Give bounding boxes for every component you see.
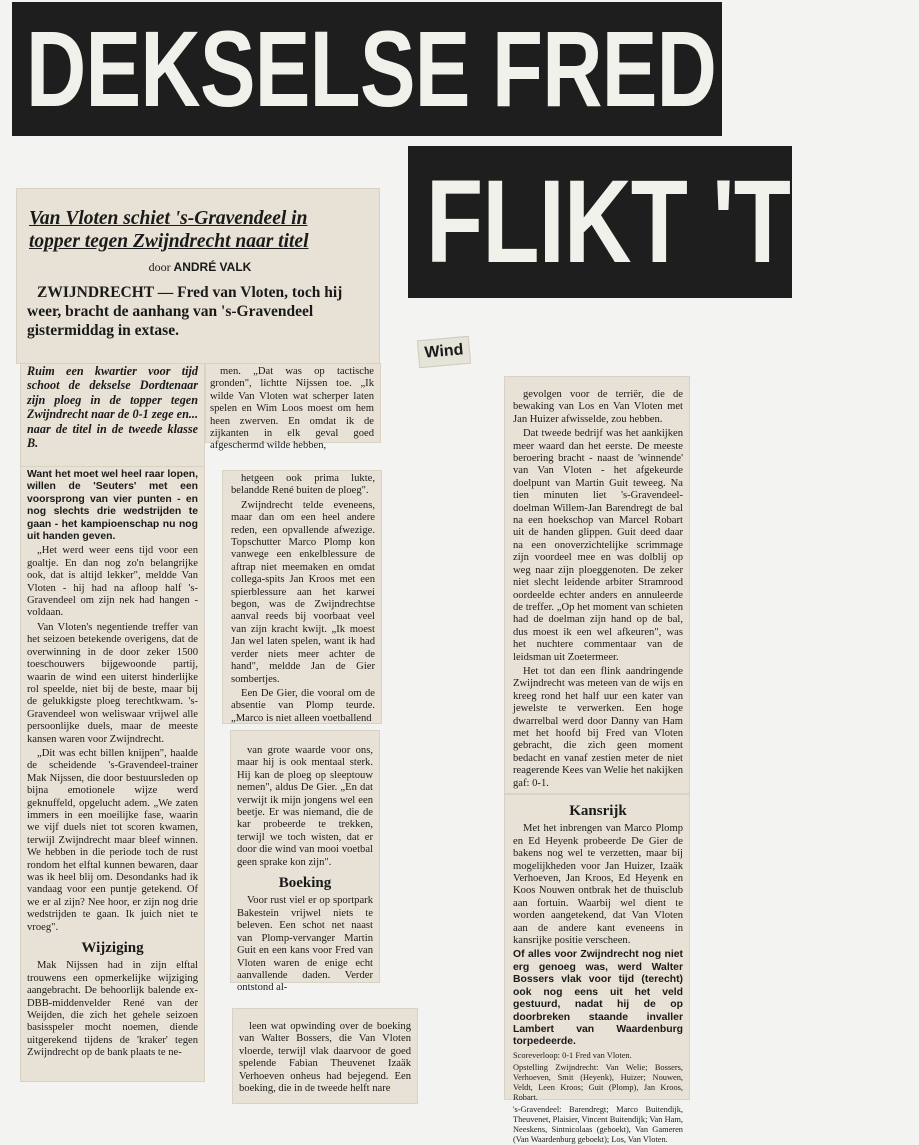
paragraph: Of alles voor Zwijndrecht nog niet erg genoeg was, werd Walter Bossers vlak voor tijd (terecht) ook nog eens uit het veld gestuurd, nadat hij de op doorbreken staande invaller Lambert van Waardenburg torpedeerde. [513,949,683,1048]
byline-author: ANDRÉ VALK [173,260,252,274]
intro-clipping [20,363,205,467]
section-heading-boeking: Boeking [278,875,332,892]
subheadline-line-1: Van Vloten schiet 's-Gravendeel in [29,208,308,229]
headline-flikt: FLIKT 'T [408,146,792,298]
byline [27,261,373,273]
column-middle-clipping-2 [230,730,380,994]
paragraph: Zwijndrecht telde eveneens, maar dan om een heel andere reden, een opvallende afwezige. Topschutter Marco Plomp kon vanwege een enkelblessure de aftrap niet meemaken en omdat collega-spits Jan Kroos met een spierblessure aan het karwei begon, was de Zwijndrechtse aanval reeds bij voorbaat veel van zijn kracht kwijt. „Ik moest Jan wel laten spelen, want ik had verder niets meer achter de hand", meldde Jan de Gier sombertjes. [231,499,375,685]
paragraph: Dat tweede bedrijf was het aankijken meer waard dan het eerste. De meeste beroering bracht - naast de 'winnende' van Van Vloten - het afgekeurde doelpunt van Martin Guit teweeg. Na tien minuten liet 's-Gravendeel-doelman Willem-Jan Barendregt de bal na een hoekschop van Marcel Robart uit de handen glippen. Guit deed daar na een onoverzichtelijke scrimmage zijn voordeel mee en was dolblij op weg naar zijn ploeggenoten. De zeker niet slecht leidende arbiter Stramrood oordeelde echter anders en annuleerde de treffer. „Op het moment van schieten had de doelman zijn hand op de bal, dus moest ik een wel afkeuren", was het nuchtere commentaar van de leidsman uit Zoetermeer. [513,428,683,663]
paragraph: leen wat opwinding over de boeking van Walter Bossers, die Van Vloten vloerde, terwijl vlak daarvoor de goed spelende Fabian Theuvenet Izaäk Verhoeven onheus had bejegend. Een boeking, die in de tweede helft nare [239,1021,411,1095]
column-middle-clipping-3 [232,1008,418,1104]
byline-label: door [148,260,171,274]
paragraph: Met het inbrengen van Marco Plomp en Ed Heyenk probeerde De Gier de bakens nog wel te verzetten, maar bij mogelijkheden voor Jan Huizer, Izaäk Verhoeven, Jan Kroos, Ed Heyenk en Koos Nouwen ontbrak het de thuisclub aan fortuin. Waarbij wel dient te worden aangetekend, dat Van Vloten aan de andere kant eveneens in kansrijke positie verscheen. [513,823,683,947]
paragraph: Voor rust viel er op sportpark Bakestein vrijwel niets te beleven. Een schot net naast van Plomp-vervanger Martin Guit en een kans voor Fred van Vloten waren de enige echt aanvallende daden. Verder ontstond al- [237,895,373,994]
paragraph: Van Vloten's negentiende treffer van het seizoen betekende overigens, dat de overwinning in de door zeker 1500 toeschouwers bijgewoonde partij, waarin de wind een uiterst hinderlijke rol speelde, niet bij de beste, maar bij de gelukkigste ploeg terechtkwam. 's-Gravendeel won weliswaar vrijwel alle persoonlijke duels, maar de meeste kansen waren voor Zwijndrecht. [27,621,198,745]
paragraph: Mak Nijssen had in zijn elftal trouwens een opmerkelijke wijziging aangebracht. De behoorlijk balende ex-DBB-middenvelder René van der Weijden, die zich het gehele seizoen basisspeler mocht noemen, diende uitgerekend tijdens de 'kraker' tegen Zwijndrecht op de bank plaats te ne- [27,960,198,1059]
lineup-zwijndrecht: Opstelling Zwijndrecht: Van Welie; Bossers, Verhoeven, Smit (Heyenk), Huizer; Nouwen, Veldt, Leen Kroos; Guit (Plomp), Jan Kroos, Robart. [513,1062,683,1102]
section-heading-kansrijk: Kansrijk [569,803,627,819]
paragraph: Een De Gier, die vooral om de absentie van Plomp teurde. „Marco is niet alleen voetballend [231,687,375,724]
paragraph: Want het moet wel heel raar lopen, willen de 'Seuters' met een voorsprong van vier punten - en nog slechts drie wedstrijden te gaan - het kampioenschap nu nog uit handen geven. [27,469,198,543]
paragraph: Het tot dan een flink aandringende Zwijndrecht was meteen van de wijs en kreeg rond het half uur een kater van jewelste te verwerken. Een hoge dwarrelbal werd door Danny van Ham met het hoofd bij Fred van Vloten gebracht, die zich geen moment bedacht en vanaf zestien meter de niet reagerende Kees van Welie het nakijken gaf: 0-1. [513,665,683,789]
subheadline-line-2: topper tegen Zwijndrecht naar titel [29,231,309,252]
lineup-s-gravendeel: 's-Gravendeel: Barendregt; Marco Buitendijk, Theuvenet, Plaisier, Vincent Buitendijk; Van Ham, Neeskens, Sintnicolaas (geboekt), Van Gameren (Van Waardenburg geboekt); Los, Van Vloten. [513,1104,683,1144]
column-top-right-clipping [205,363,381,452]
article-lead: ZWIJNDRECHT — Fred van Vloten, toch hij weer, bracht de aanhang van 's-Gravendeel gistermiddag in extase. [27,284,343,340]
article-header-clipping [16,188,380,364]
column-left-clipping [20,466,205,1082]
paragraph: men. „Dat was op tactische gronden", lichtte Nijssen toe. „Ik wilde Van Vloten wat scherper laten spelen en Wim Loos moest om hem heen zwerven. En omdat ik de zijkanten in elk geval goed afgeschermd wilde hebben, [210,366,374,452]
wind-tag: Wind [417,336,471,368]
column-middle-clipping-1 [222,470,382,724]
paragraph: „Het werd weer eens tijd voor een goaltje. En dan nog zo'n belangrijke ook, dat is altijd lekker", meldde Van Vloten - hij had na afloop half 's-Gravendeel om zijn nek had hangen - voldaan. [27,545,198,619]
section-heading-wijziging: Wijziging [81,940,144,957]
column-right-clipping-2 [504,794,690,1144]
score-line: Scoreverloop: 0-1 Fred van Vloten. [513,1050,632,1060]
headline-top: DEKSELSE FRED [12,2,722,136]
article-subheadline [27,207,373,253]
paragraph: gevolgen voor de terriër, die de bewaking van Los en Van Vloten met Jan Huizer afwisselde, zou hebben. [513,389,683,425]
intro-paragraph: Ruim een kwartier voor tijd schoot de dekselse Dordtenaar zijn ploeg in de topper tegen Zwijndrecht naar de 0-1 zege en... naar de titel in de tweede klasse B. [27,364,198,451]
paragraph: hetgeen ook prima lukte, belandde René buiten de ploeg". [231,473,375,497]
paragraph: van grote waarde voor ons, maar hij is ook mentaal sterk. Hij kan de ploeg op sleeptouw nemen", aldus De Gier. „En dat verwijt ik mijn jongens wel een beetje. Er was niemand, die de kar probeerde te trekken, terwijl we toch wisten, dat er door die wind van mooi voetbal geen sprake kon zijn". [237,745,373,868]
column-right-clipping-1 [504,376,690,794]
paragraph: „Dit was echt billen knijpen", haalde de scheidende 's-Gravendeel-trainer Mak Nijssen, die door bestuursleden op bijna emotionele wijze werd geknuffeld, opgelucht adem. „We zaten immers in een moeilijke fase, waarin we vijf duels niet tot scoren kwamen, terwijl Zwijndrecht maar bleef winnen. We hebben in die periode toch de rust rondom het elftal kunnen bewaren, daar was ik heel blij om. Desondanks had ik vandaag voor een puntje getekend. Of we er al zijn? Nee hoor, er zijn nog drie wedstrijden te gaan. Ik juich niet te vroeg". [27,747,198,933]
